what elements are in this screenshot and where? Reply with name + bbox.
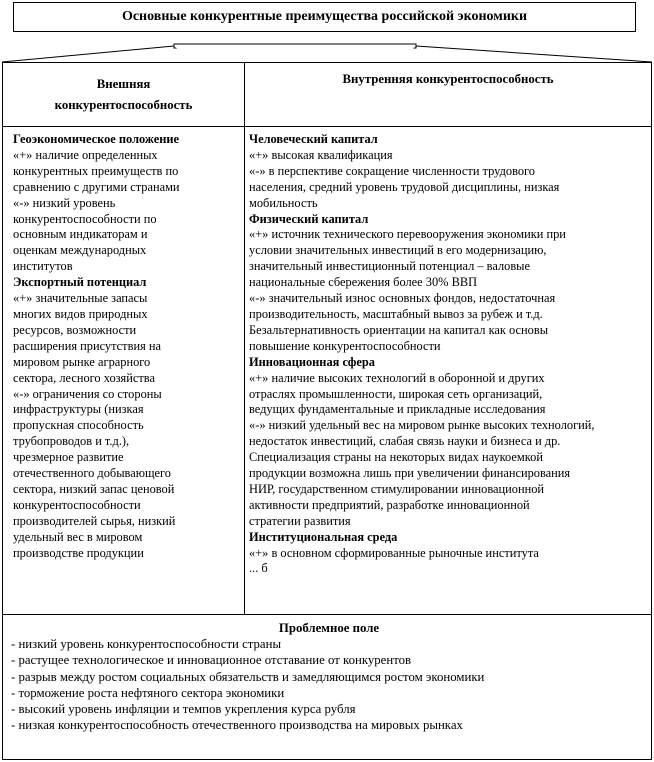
text-line: оценкам международных: [13, 243, 147, 258]
problem-field-list: [11, 636, 647, 733]
text-line: «+» высокая квалификация: [249, 147, 393, 162]
text-line: продукции возможна лишь при увеличении финансирования: [249, 466, 571, 481]
problem-item: - разрыв между ростом социальных обязательств и замедляющимся ростом экономики: [11, 669, 485, 684]
text-line: расширения присутствия на: [13, 338, 161, 353]
text-line: «+» источник технического перевооружения экономики при: [249, 227, 566, 242]
section-heading: Геоэкономическое положение: [13, 132, 180, 146]
text-line: стратегии развития: [249, 513, 351, 528]
text-line: активности предприятий, разработке инновационной: [249, 497, 530, 512]
column-divider: [244, 63, 245, 614]
section-heading: Экспортный потенциал: [13, 275, 147, 290]
header-divider: [3, 126, 651, 127]
section-heading: Физический капитал: [249, 211, 369, 226]
text-line: ... б: [249, 561, 268, 576]
text-line: условии значительных инвестиций в его модернизацию,: [249, 243, 547, 258]
text-line: «+» наличие высоких технологий в оборонной и других: [249, 370, 545, 385]
section-heading: Институциональная среда: [249, 529, 398, 544]
external-competitiveness-column: [13, 132, 241, 599]
diagram-title: Основные конкурентные преимущества российской экономики: [13, 2, 636, 32]
text-line: «-» низкий уровень: [13, 195, 116, 210]
text-line: сравнению с другими странами: [13, 179, 180, 194]
text-line: «+» в основном сформированные рыночные института: [249, 545, 539, 560]
text-line: «-» низкий удельный вес на мировом рынке высоких технологий,: [249, 418, 595, 433]
problem-item: - низкая конкурентоспособность отечественного производства на мировых рынках: [11, 718, 463, 733]
problem-item: - низкий уровень конкурентоспособности страны: [11, 637, 282, 652]
text-line: повышение конкурентоспособности: [249, 338, 441, 353]
problem-item: - растущее технологическое и инновационное отставание от конкурентов: [11, 653, 412, 668]
text-line: производстве продукции: [13, 545, 144, 560]
text-line: значительный инвестиционный потенциал – валовые: [249, 259, 530, 274]
text-line: конкурентных преимуществ по: [13, 163, 179, 178]
problem-field: [11, 620, 647, 733]
text-line: «-» в перспективе сокращение численности трудового: [249, 163, 536, 178]
problem-divider: [3, 614, 651, 615]
text-line: сектора, низкий запас ценовой: [13, 481, 175, 496]
text-line: ведущих фундаментальные и прикладные исследования: [249, 402, 546, 417]
text-line: удельный вес в мировом: [13, 529, 143, 544]
text-line: чрезмерное развитие: [13, 450, 124, 465]
problem-item: - торможение роста нефтяного сектора экономики: [11, 685, 285, 700]
internal-competitiveness-column: [249, 132, 651, 602]
text-line: мировом рынке аграрного: [13, 354, 151, 369]
text-line: производителей сырья, низкий: [13, 513, 176, 528]
text-line: «+» наличие определенных: [13, 147, 158, 162]
text-line: «-» ограничения со стороны: [13, 386, 162, 401]
external-header-line: конкурентоспособность: [54, 97, 193, 112]
comparison-table: [2, 62, 652, 760]
section-heading: Инновационная сфера: [249, 354, 375, 369]
external-header-line: Внешняя: [96, 76, 151, 91]
text-line: многих видов природных: [13, 306, 148, 321]
section-heading: Человеческий капитал: [249, 132, 378, 146]
text-line: институтов: [13, 259, 73, 274]
text-line: инфраструктуры (низкая: [13, 402, 144, 417]
text-line: конкурентоспособности: [13, 497, 141, 512]
text-line: конкурентоспособности по: [13, 211, 157, 226]
text-line: мобильность: [249, 195, 318, 210]
text-line: Безальтернативность ориентации на капитал как основы: [249, 322, 549, 337]
text-line: Специализация страны на некоторых видах наукоемкой: [249, 450, 543, 465]
problem-field-title: Проблемное поле: [278, 621, 380, 635]
text-line: основным индикаторам и: [13, 227, 148, 242]
text-line: трубопроводов и т.д.),: [13, 434, 130, 449]
text-line: пропускная способность: [13, 418, 144, 433]
text-line: ресурсов, возможности: [13, 322, 137, 337]
text-line: отечественного добывающего: [13, 466, 171, 481]
problem-item: - высокий уровень инфляции и темпов укрепления курса рубля: [11, 702, 356, 717]
external-header: [3, 63, 244, 126]
text-line: «+» значительные запасы: [13, 291, 148, 306]
internal-header: Внутренняя конкурентоспособность: [342, 72, 554, 86]
text-line: производительность, масштабный вывоз за рубеж и т.д.: [249, 306, 543, 321]
text-line: населения, средний уровень трудовой дисциплины, низкая: [249, 179, 560, 194]
text-line: отраслях промышленности, широкая сеть организаций,: [249, 386, 543, 401]
text-line: «-» значительный износ основных фондов, недостаточная: [249, 291, 556, 306]
text-line: недостаток инвестиций, слабая связь науки и бизнеса и др.: [249, 434, 561, 449]
text-line: национальные сбережения более 30% ВВП: [249, 275, 478, 290]
text-line: НИР, государственном стимулировании инновационной: [249, 481, 545, 496]
text-line: сектора, лесного хозяйства: [13, 370, 155, 385]
